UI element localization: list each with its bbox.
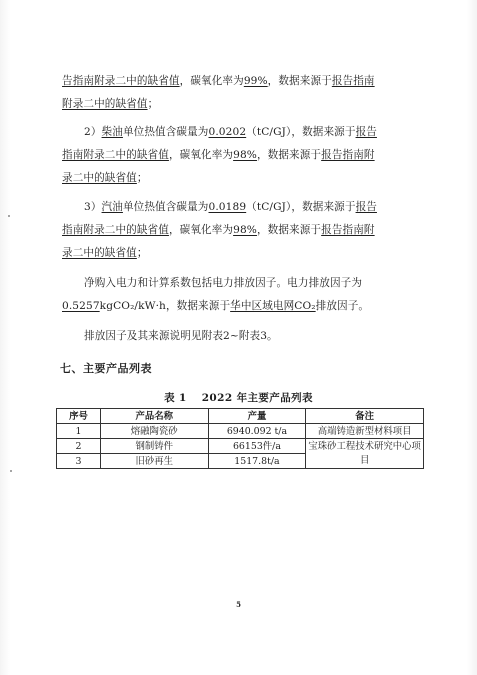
product-table [56, 408, 424, 469]
table-title: 表 1 2022 年主要产品列表 [164, 392, 313, 404]
cell-note: 高端铸造新型材料项目 [306, 424, 424, 439]
cell-output: 66153件/a [208, 439, 306, 454]
table-row [57, 424, 424, 439]
text-line [84, 272, 420, 295]
list-number: 2） [84, 126, 102, 138]
text-line [62, 93, 420, 116]
text-span: 排放因子及其来源说明见附表2~附表3。 [84, 330, 278, 342]
underlined-text: 指南附录二中的缺省值 [62, 224, 169, 236]
underlined-value: 98% [233, 149, 257, 161]
text-span: ，数据来源于 [256, 149, 322, 161]
text-line [62, 167, 420, 190]
text-line [62, 70, 420, 93]
underlined-value: 0.0189 [208, 201, 247, 213]
cell-no: 3 [57, 454, 101, 469]
cell-no: 2 [57, 439, 101, 454]
text-span: ； [147, 98, 159, 110]
header-cell-no: 序号 [57, 409, 101, 424]
list-number: 3） [84, 201, 102, 213]
header-cell-name: 产品名称 [100, 409, 208, 424]
cell-output: 1517.8t/a [208, 454, 306, 469]
scan-speck [10, 470, 12, 472]
underlined-value: 0.5257 [62, 300, 100, 312]
text-line [62, 219, 420, 242]
text-line [62, 144, 420, 167]
text-span: ，碳氧化率为 [179, 75, 244, 87]
underlined-text: 告指南附录二中的缺省值 [62, 75, 180, 87]
text-line [84, 121, 420, 144]
table-row [57, 439, 424, 454]
underlined-text: 录二中的缺省值 [62, 247, 137, 259]
text-span: （tC/GJ），数据来源于 [246, 201, 356, 213]
underlined-text: 报告指南附 [321, 224, 375, 236]
text-span: 排放因子。 [315, 300, 370, 312]
section-heading: 七、主要产品列表 [60, 362, 152, 375]
text-span: ； [136, 172, 148, 184]
text-span: 单位热值含碳量为 [122, 201, 209, 213]
text-span: （tC/GJ），数据来源于 [246, 126, 356, 138]
text-span: 单位热值含碳量为 [122, 126, 209, 138]
underlined-text: 华中区域电网CO₂ [230, 300, 316, 312]
underlined-text: 报告指南 [331, 75, 375, 87]
scan-speck [8, 215, 10, 217]
header-cell-note: 备注 [306, 409, 424, 424]
underlined-value: 0.0202 [208, 126, 247, 138]
page-number: 5 [236, 600, 241, 609]
text-span: ，碳氧化率为 [168, 224, 234, 236]
underlined-text: 附录二中的缺省值 [62, 98, 148, 110]
cell-name: 旧砂再生 [100, 454, 208, 469]
cell-output: 6940.092 t/a [208, 424, 306, 439]
text-span: 净购入电力和计算系数包括电力排放因子。电力排放因子为 [84, 277, 363, 289]
paragraph-factor-source [84, 325, 420, 348]
text-span: ，数据来源于 [256, 224, 322, 236]
underlined-text: 录二中的缺省值 [62, 172, 137, 184]
text-span: ，数据来源于 [267, 75, 332, 87]
underlined-value: 98% [233, 224, 257, 236]
underlined-text: 指南附录二中的缺省值 [62, 149, 169, 161]
text-line [62, 295, 420, 318]
text-line [84, 196, 420, 219]
cell-name: 钢制铸件 [100, 439, 208, 454]
text-span: ，碳氧化率为 [168, 149, 234, 161]
cell-name: 熔融陶瓷砂 [100, 424, 208, 439]
text-span: kgCO₂/kW·h，数据来源于 [99, 300, 231, 312]
text-span: ； [136, 247, 148, 259]
cell-no: 1 [57, 424, 101, 439]
underlined-text: 报告指南附 [321, 149, 375, 161]
underlined-text: 报告 [355, 126, 377, 138]
cell-note: 宝珠砂工程技术研究中心项目 [306, 439, 424, 469]
underlined-value: 99% [243, 75, 268, 87]
text-line [62, 242, 420, 265]
table-header-row [57, 409, 424, 424]
underlined-text: 报告 [355, 201, 377, 213]
underlined-text: 汽油 [101, 201, 123, 213]
underlined-text: 柴油 [101, 126, 123, 138]
header-cell-output: 产量 [208, 409, 306, 424]
